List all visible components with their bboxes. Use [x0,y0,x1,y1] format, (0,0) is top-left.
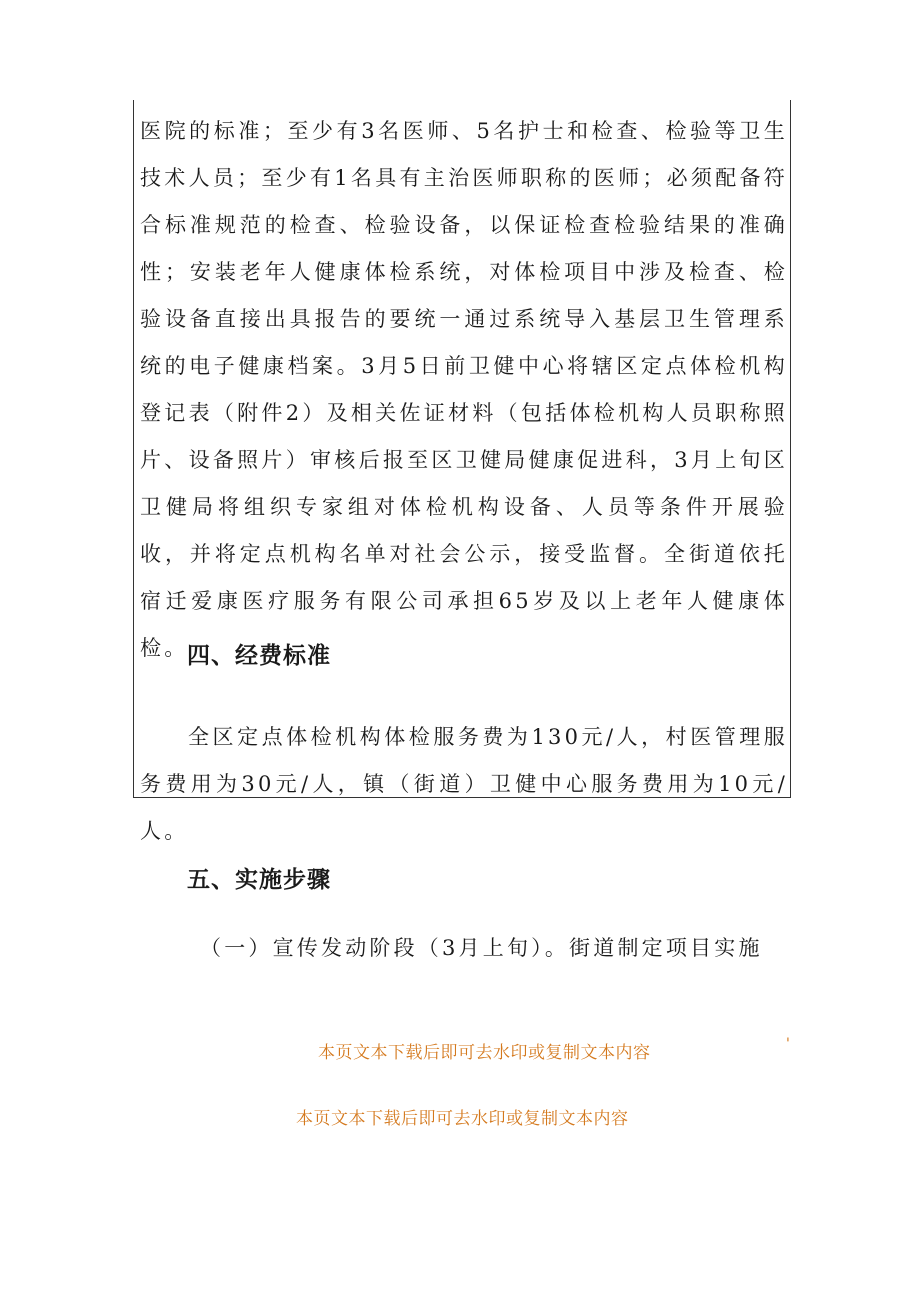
watermark-tick-mark: ' [786,1036,790,1052]
heading-funding-standard: 四、经费标准 [187,643,331,669]
watermark-notice[interactable]: 本页文本下载后即可去水印或复制文本内容 [318,1043,651,1063]
heading-implementation-steps: 五、实施步骤 [187,867,331,893]
subsection-publicity-stage: （一）宣传发动阶段（3月上旬）。街道制定项目实施 [200,936,763,960]
paragraph-funding-details: 全区定点体检机构体检服务费为130元/人，村医管理服务费用为30元/人，镇（街道）卫健中心服务费用为10元/人。 [140,725,788,843]
watermark-notice-secondary[interactable]: 本页文本下载后即可去水印或复制文本内容 [296,1109,629,1129]
paragraph-institution-requirements: 医院的标准；至少有3名医师、5名护士和检查、检验等卫生技术人员；至少有1名具有主治医师职称的医师；必须配备符合标准规范的检查、检验设备，以保证检查检验结果的准确性；安装老年人健康体检系统，对体检项目中涉及检查、检验设备直接出具报告的要统一通过系统导入基层卫生管理系统的电子健康档案。3月5日前卫健中心将辖区定点体检机构登记表（附件2）及相关佐证材料（包括体检机构人员职称照片、设备照片）审核后报至区卫健局健康促进科，3月上旬区卫健局将组织专家组对体检机构设备、人员等条件开展验收，并将定点机构名单对社会公示，接受监督。全街道依托宿迁爱康医疗服务有限公司承担65岁及以上老年人健康体检。 [140,119,788,660]
